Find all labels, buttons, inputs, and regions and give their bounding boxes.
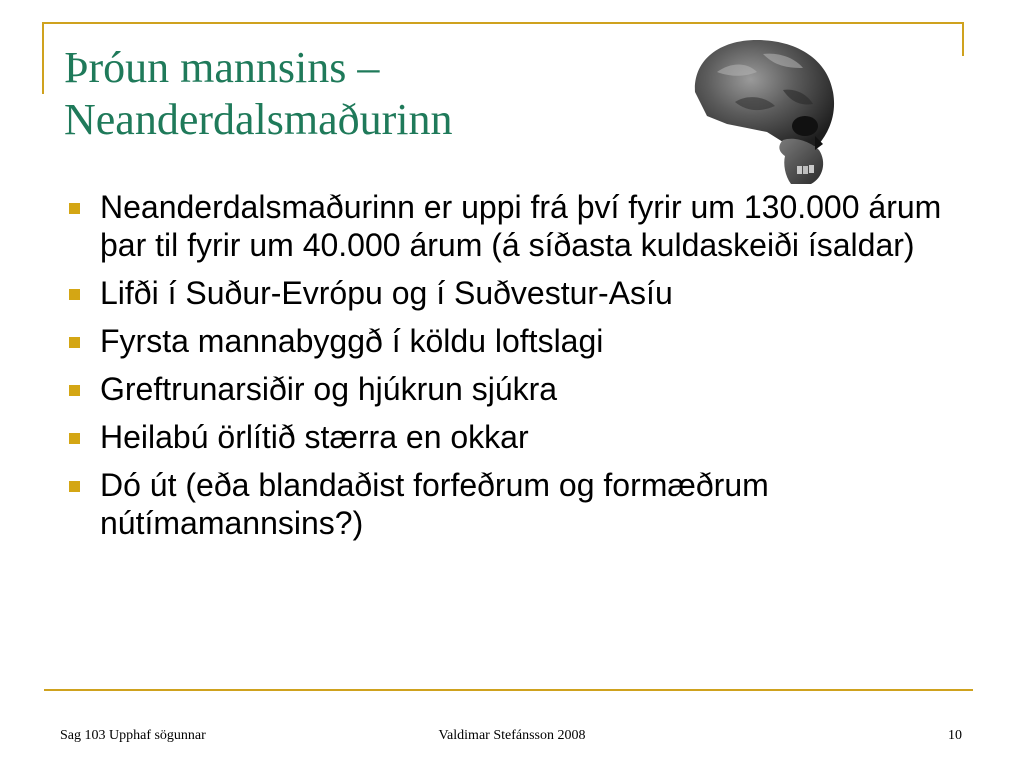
bullet-square-icon [69,337,80,348]
footer-page-number: 10 [948,728,962,743]
bullet-text: Heilabú örlítið stærra en okkar [100,419,529,455]
bullet-square-icon [69,203,80,214]
footer-course: Sag 103 Upphaf sögunnar [60,728,206,743]
slide-title [64,42,684,146]
neanderthal-skull-image [687,32,842,186]
bullet-text: Neanderdalsmaðurinn er uppi frá því fyrir um 130.000 árum þar til fyrir um 40.000 árum (á síðasta kuldaskeiði ísaldar) [100,189,942,263]
frame-right-line [962,22,964,56]
bullet-text: Dó út (eða blandaðist forfeðrum og formæðrum nútímamannsins?) [100,467,769,541]
bullet-text: Greftrunarsiðir og hjúkrun sjúkra [100,371,558,407]
footer-author: Valdimar Stefánsson 2008 [438,728,586,743]
list-item [64,466,974,542]
bullet-square-icon [69,289,80,300]
bullet-square-icon [69,385,80,396]
bullet-square-icon [69,481,80,492]
title-line-2: Neanderdalsmaðurinn [64,95,453,144]
list-item [64,274,974,312]
frame-bottom-line [44,689,973,691]
bullet-list [64,188,974,552]
list-item [64,188,974,264]
list-item [64,418,974,456]
frame-top-line [44,22,964,24]
bullet-text: Fyrsta mannabyggð í köldu loftslagi [100,323,604,359]
skull-icon [687,32,842,186]
title-line-1: Þróun mannsins – [64,43,380,92]
bullet-text: Lifði í Suður-Evrópu og í Suðvestur-Asíu [100,275,673,311]
frame-left-line [42,22,44,94]
list-item [64,370,974,408]
bullet-square-icon [69,433,80,444]
list-item [64,322,974,360]
